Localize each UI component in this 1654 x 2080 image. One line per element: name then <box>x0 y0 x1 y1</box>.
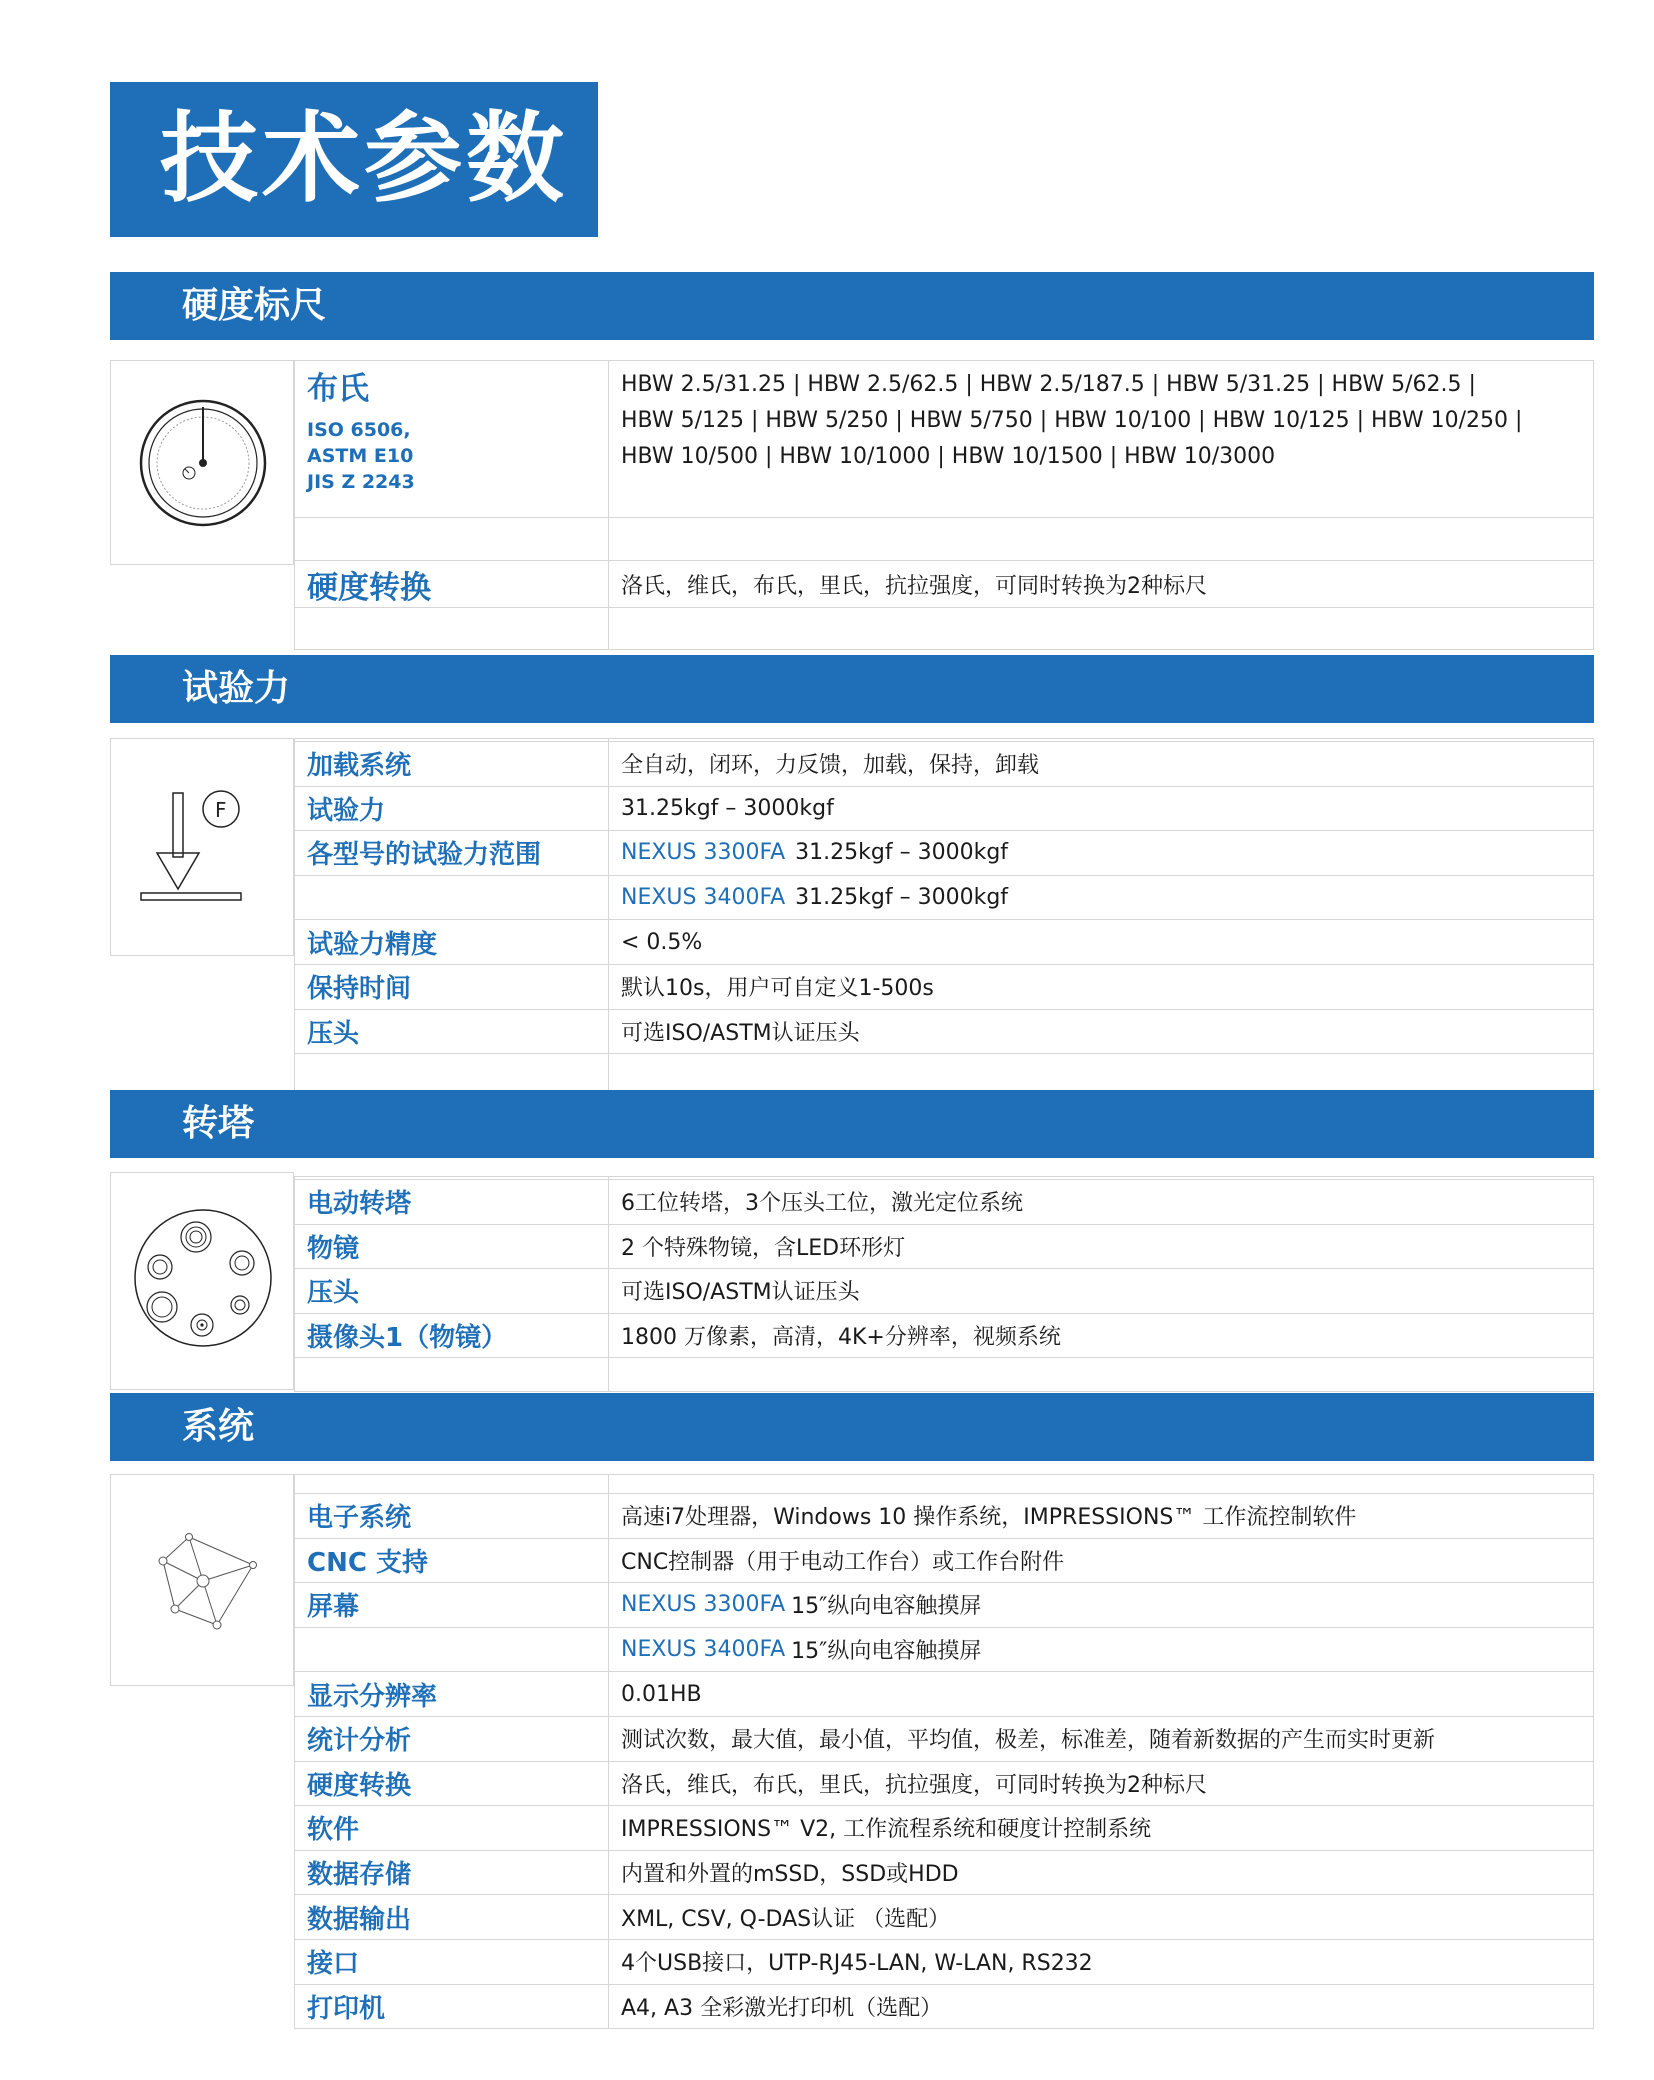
turret-table <box>294 1176 1594 1392</box>
row-value: 31.25kgf – 3000kgf <box>795 840 1009 866</box>
row-value: 高速i7处理器，Windows 10 操作系统，IMPRESSIONS™ 工作流控制软件 <box>621 1505 1357 1531</box>
table-row <box>294 1672 1594 1717</box>
row-label <box>294 1628 609 1672</box>
table-row <box>294 1895 1594 1940</box>
row-value: 可选ISO/ASTM认证压头 <box>621 1280 860 1306</box>
row-label: 试验力 <box>294 787 609 831</box>
table-row <box>294 1762 1594 1807</box>
table-row <box>294 787 1594 832</box>
svg-text:F: F <box>215 798 227 822</box>
system-table <box>294 1474 1594 2029</box>
page-title: 技术参数 <box>110 82 598 237</box>
row-label: 打印机 <box>294 1985 609 2029</box>
row-label: 数据输出 <box>294 1895 609 1939</box>
standard-label: ASTM E10 <box>307 445 414 467</box>
table-row <box>294 1806 1594 1851</box>
table-row <box>294 1225 1594 1270</box>
row-value: 洛氏，维氏，布氏，里氏，抗拉强度，可同时转换为2种标尺 <box>621 1772 1207 1798</box>
row-label: 接口 <box>294 1940 609 1984</box>
row-label: 硬度转换 <box>294 561 609 607</box>
table-row <box>294 1494 1594 1539</box>
row-label: 显示分辨率 <box>294 1672 609 1716</box>
table-row <box>294 831 1594 876</box>
row-value: < 0.5% <box>621 929 703 955</box>
standard-label: JIS Z 2243 <box>307 471 415 493</box>
hardness-icon-box <box>110 360 294 565</box>
section-header-hardness: 硬度标尺 <box>110 272 1594 340</box>
row-value: 31.25kgf – 3000kgf <box>621 795 834 821</box>
row-label: 数据存储 <box>294 1851 609 1895</box>
table-row <box>294 1180 1594 1225</box>
row-value: 15″纵向电容触摸屏 <box>791 1594 982 1620</box>
row-value: 测试次数，最大值，最小值，平均值，极差，标准差，随着新数据的产生而实时更新 <box>621 1728 1436 1754</box>
system-icon-box <box>110 1474 294 1686</box>
row-value: 15″纵向电容触摸屏 <box>791 1639 982 1665</box>
row-value: 全自动，闭环，力反馈，加载，保持，卸载 <box>621 753 1040 779</box>
row-value: 1800 万像素，高清，4K+分辨率，视频系统 <box>621 1325 1061 1351</box>
row-value: 31.25kgf – 3000kgf <box>795 885 1009 911</box>
row-label: 屏幕 <box>294 1583 609 1627</box>
row-value: 默认10s，用户可自定义1-500s <box>621 976 934 1002</box>
model-name: NEXUS 3300FA <box>621 840 786 866</box>
network-icon <box>133 1521 273 1641</box>
table-row <box>294 518 1594 561</box>
model-name: NEXUS 3400FA <box>621 1637 786 1663</box>
force-table <box>294 738 1594 1092</box>
row-value: 4个USB接口，UTP-RJ45-LAN, W-LAN, RS232 <box>621 1951 1093 1977</box>
table-row <box>294 1583 1594 1628</box>
table-row <box>294 965 1594 1010</box>
row-value: 6工位转塔，3个压头工位，激光定位系统 <box>621 1191 1023 1217</box>
force-icon-box <box>110 738 294 956</box>
row-label: 物镜 <box>294 1225 609 1269</box>
row-label: 电子系统 <box>294 1494 609 1538</box>
table-row <box>294 920 1594 965</box>
row-label: 硬度转换 <box>294 1762 609 1806</box>
row-value: IMPRESSIONS™ V2, 工作流程系统和硬度计控制系统 <box>621 1817 1152 1843</box>
section-header-system: 系统 <box>110 1393 1594 1461</box>
standard-label: ISO 6506, <box>307 419 411 441</box>
table-row <box>294 1717 1594 1762</box>
table-row <box>294 1851 1594 1896</box>
row-label: 试验力精度 <box>294 920 609 964</box>
table-row <box>294 608 1594 650</box>
row-value: 0.01HB <box>621 1681 702 1707</box>
row-value: A4, A3 全彩激光打印机（选配） <box>621 1995 943 2021</box>
row-label: 统计分析 <box>294 1717 609 1761</box>
row-label: 摄像头1（物镜） <box>294 1314 609 1358</box>
brinell-scales-line: HBW 5/125 | HBW 5/250 | HBW 5/750 | HBW 10/100 | HBW 10/125 | HBW 10/250 | <box>621 408 1523 433</box>
row-value: 2 个特殊物镜，含LED环形灯 <box>621 1235 906 1261</box>
row-value: CNC控制器（用于电动工作台）或工作台附件 <box>621 1549 1065 1575</box>
table-row <box>294 1010 1594 1055</box>
table-row <box>294 561 1594 608</box>
force-arrow-icon <box>133 785 273 915</box>
row-label: 压头 <box>294 1269 609 1313</box>
row-label <box>294 876 609 920</box>
row-value: XML, CSV, Q-DAS认证 （选配） <box>621 1906 951 1932</box>
section-header-force: 试验力 <box>110 655 1594 723</box>
model-name: NEXUS 3300FA <box>621 1592 786 1618</box>
row-label: 电动转塔 <box>294 1180 609 1224</box>
table-row <box>294 1985 1594 2030</box>
table-row <box>294 742 1594 787</box>
table-row <box>294 876 1594 921</box>
row-value: 洛氏，维氏，布氏，里氏，抗拉强度，可同时转换为2种标尺 <box>621 573 1207 599</box>
row-label: 保持时间 <box>294 965 609 1009</box>
dial-gauge-icon <box>133 393 273 533</box>
section-header-turret: 转塔 <box>110 1090 1594 1158</box>
row-value: 内置和外置的mSSD，SSD或HDD <box>621 1862 959 1888</box>
table-row <box>294 360 1594 518</box>
brinell-scales-line: HBW 10/500 | HBW 10/1000 | HBW 10/1500 | HBW 10/3000 <box>621 444 1276 469</box>
table-row <box>294 1314 1594 1359</box>
brinell-label: 布氏 <box>307 371 369 407</box>
row-label: 各型号的试验力范围 <box>294 831 609 875</box>
row-label: 软件 <box>294 1806 609 1850</box>
table-row <box>294 1940 1594 1985</box>
brinell-scales-line: HBW 2.5/31.25 | HBW 2.5/62.5 | HBW 2.5/187.5 | HBW 5/31.25 | HBW 5/62.5 | <box>621 372 1476 397</box>
row-label: CNC 支持 <box>294 1539 609 1583</box>
row-value: 可选ISO/ASTM认证压头 <box>621 1020 860 1046</box>
turret-icon-box <box>110 1172 294 1390</box>
table-row <box>294 1539 1594 1584</box>
model-name: NEXUS 3400FA <box>621 885 786 911</box>
row-label: 压头 <box>294 1010 609 1054</box>
hardness-table <box>294 360 1594 650</box>
turret-icon <box>128 1203 278 1353</box>
table-row <box>294 1628 1594 1673</box>
row-label: 加载系统 <box>294 742 609 786</box>
table-row <box>294 1269 1594 1314</box>
